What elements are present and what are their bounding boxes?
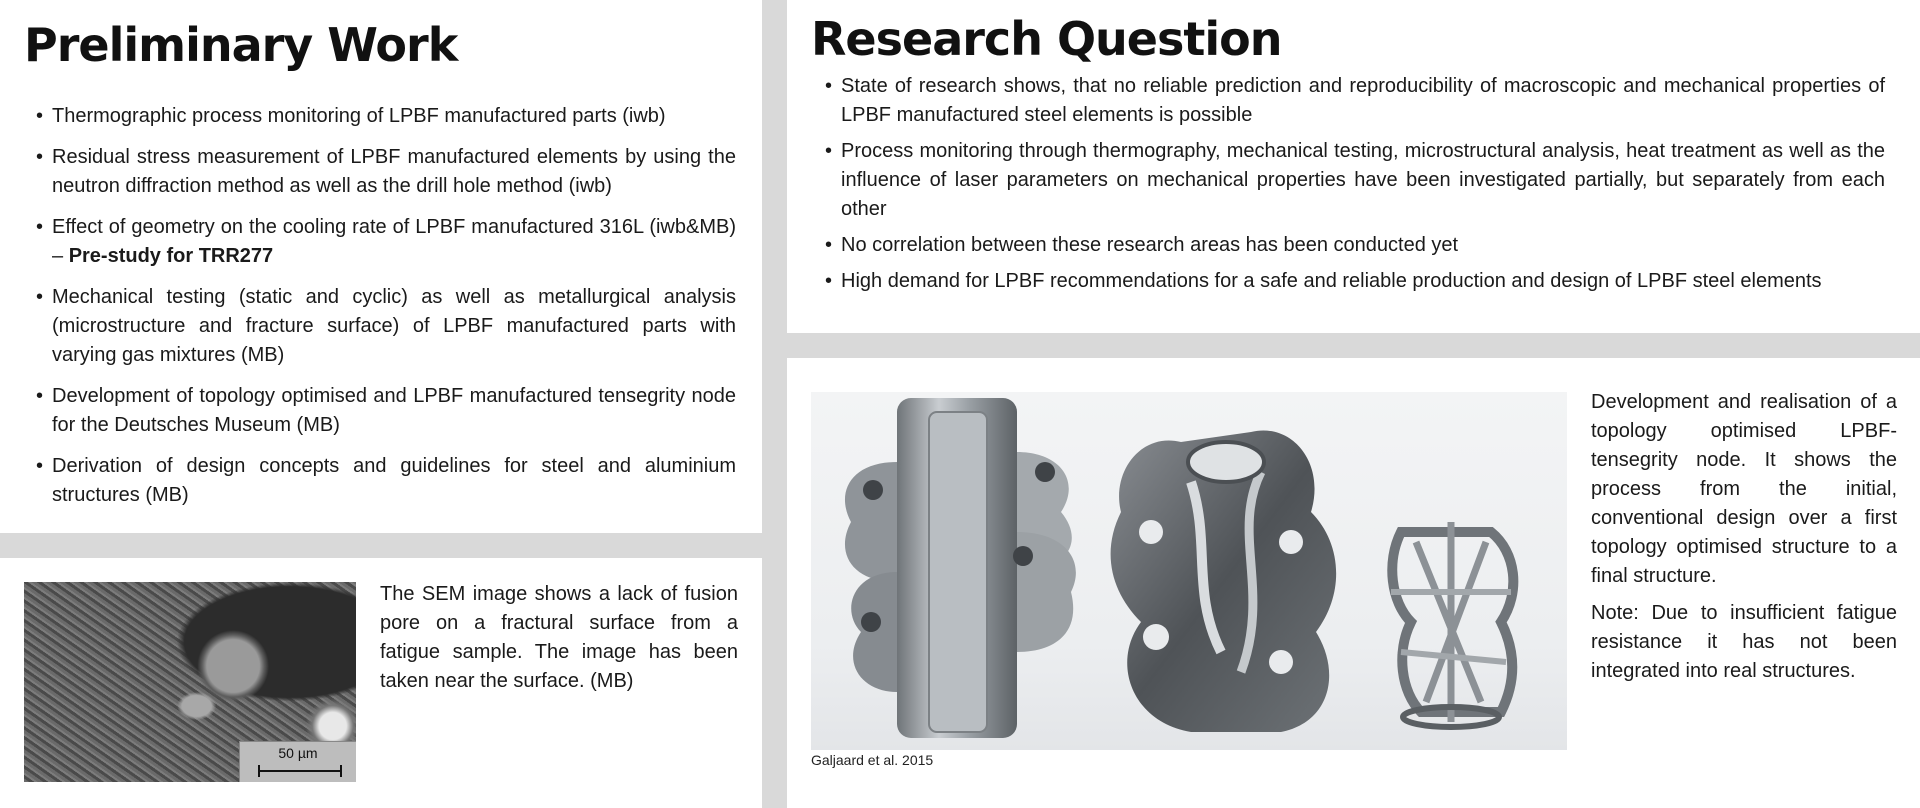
node-illustration xyxy=(811,392,1567,750)
photo-credit: Galjaard et al. 2015 xyxy=(811,752,934,768)
tensegrity-node-photo xyxy=(811,392,1567,750)
list-item: • No correlation between these research areas has been conducted yet xyxy=(825,231,1885,260)
research-question-list xyxy=(825,72,1885,303)
list-item: • Thermographic process monitoring of LPBF manufactured parts (iwb) xyxy=(36,102,736,131)
preliminary-work-list xyxy=(36,102,736,522)
research-question-panel xyxy=(787,0,1920,333)
scale-bar xyxy=(258,770,342,772)
node-description-text: Development and realisation of a topology optimised LPBF-tensegrity node. It shows the process from the initial, conventional design over a first topology optimised structure to a final structure. xyxy=(1591,391,1897,587)
list-item: • High demand for LPBF recommendations for a safe and reliable production and design of LPBF steel elements xyxy=(825,267,1885,296)
list-item: • Mechanical testing (static and cyclic) as well as metallurgical analysis (microstructure and fracture surface) of LPBF manufactured parts with varying gas mixtures (MB) xyxy=(36,283,736,370)
sem-panel xyxy=(0,558,762,808)
final-structure-node xyxy=(1391,522,1513,727)
sem-image xyxy=(24,582,356,782)
tensegrity-node-panel xyxy=(787,358,1920,808)
conventional-node xyxy=(845,398,1076,738)
topology-optimised-node xyxy=(1111,430,1337,732)
list-item: • Process monitoring through thermography, mechanical testing, microstructural analysis, heat treatment as well as the influence of laser parameters on mechanical properties have been investigated partially, but separately from each other xyxy=(825,137,1885,224)
preliminary-work-panel xyxy=(0,0,762,533)
list-item: • State of research shows, that no reliable prediction and reproducibility of macroscopic and mechanical properties of LPBF manufactured steel elements is possible xyxy=(825,72,1885,130)
node-description xyxy=(1591,388,1897,694)
scale-bar-label: 50 µm xyxy=(278,745,318,761)
preliminary-work-title: Preliminary Work xyxy=(24,18,458,72)
node-note-text: Note: Due to insufficient fatigue resistance it has not been integrated into real structures. xyxy=(1591,602,1897,682)
list-item: • Residual stress measurement of LPBF manufactured elements by using the neutron diffraction method as well as the drill hole method (iwb) xyxy=(36,143,736,201)
list-item: • Derivation of design concepts and guidelines for steel and aluminium structures (MB) xyxy=(36,452,736,510)
sem-caption: The SEM image shows a lack of fusion pore on a fractural surface from a fatigue sample. The image has been taken near the surface. (MB) xyxy=(380,583,738,692)
list-item: • Effect of geometry on the cooling rate of LPBF manufactured 316L (iwb&MB) – Pre-study for TRR277 xyxy=(36,213,736,271)
research-question-title: Research Question xyxy=(811,12,1282,66)
pre-study-highlight: Pre-study for TRR277 xyxy=(68,245,274,267)
scale-bar-box xyxy=(239,741,356,782)
list-item: • Development of topology optimised and LPBF manufactured tensegrity node for the Deutsches Museum (MB) xyxy=(36,382,736,440)
